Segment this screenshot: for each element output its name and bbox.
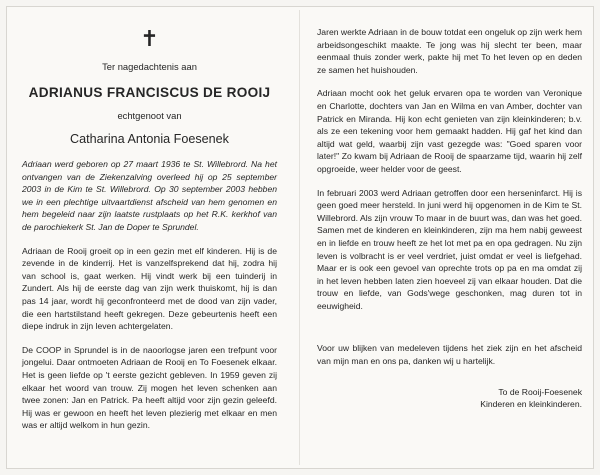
thanks-paragraph: Voor uw blijken van medeleven tijdens het ziek zijn en het afscheid van mijn man en ons pa, danken wij u hartelijk. — [317, 343, 582, 367]
signature-block — [317, 386, 582, 411]
biography-paragraph-4: Jaren werkte Adriaan in de bouw totdat een ongeluk op zijn werk hem arbeidsongeschikt maakte. Te jong was hij slecht ter been, maar eenmaal thuis zonder werk, pakte hij met To het leven op en deden ze samen het huishouden. — [317, 27, 582, 75]
deceased-name: ADRIANUS FRANCISCUS DE ROOIJ — [28, 85, 271, 100]
biography-paragraph-2: Adriaan de Rooij groeit op in een gezin met elf kinderen. Hij is de zevende in de kinderrij. Het is vanzelfsprekend dat hij, zodra hij van school is, gaat werken. Hij vindt werk bij een tuinderij in Zundert. Als hij de eerste dag van zijn werk thuiskomt, hij is dan pas 14 jaar, wordt hij geconfronteerd met de dood van zijn vader, die een hartstilstand heeft gekregen. Deze gebeurtenis heeft een diepe indruk in zijn leven achtergelaten. — [22, 245, 277, 332]
biography-paragraph-5: Adriaan mocht ook het geluk ervaren opa te worden van Veronique en Charlotte, dochters van Jan en Wilma en van Amber, dochter van Patrick en Miranda. Hij kon echt genieten van zijn kleinkinderen; b.v. als ze een tekening voor hem gemaakt hadden. Hij gaf het kind dan altijd wat geld, waarbij zijn vast gezegde was: "Goed sparen voor later!" Zo kwam bij Adriaan de Rooij de spaarzame tijd, waarin hij zelf opgroeide, weer helder voor de geest. — [317, 88, 582, 174]
left-panel — [22, 26, 277, 432]
biography-paragraph-3: De COOP in Sprundel is in de naoorlogse jaren een trefpunt voor jongelui. Daar ontmoeten Adriaan de Rooij en To Foesenek elkaar. Het is geen liefde op 't eerste gezicht gebleven. In 1959 geven zij elkaar het woord van trouw. Zij mogen het leven schenken aan twee zonen: Jan en Patrick. Pa heeft altijd voor zijn gezin geleefd. Hij was er gewoon en heeft het leven plezierig met elkaar en men was er altijd welkom in hun gezin. — [22, 344, 277, 431]
biography-paragraph-6: In februari 2003 werd Adriaan getroffen door een herseninfarct. Hij is geen goed meer hersteld. In juni werd hij opgenomen in de Kim te St. Willebrord. Als zijn vrouw To maar in de buurt was, dan was het goed. Samen met de kinderen en kleinkinderen, zijn ma hem nabij geweest en in liefde en trouw heeft ze het lot met pa en opa gedragen. Nu zijn leven is volbracht is er veel verdriet, juist omdat er veel is liefgehad. Maar er is ook een gevoel van oprechte trots op pa en ma omdat zij in het leven hebben laten zien hoeveel zij van elkaar houden. Dat die trouw en liefde, van Gods'wege geschonken, mag duren tot in eeuwigheid. — [317, 187, 582, 311]
biography-paragraph-1: Adriaan werd geboren op 27 maart 1936 te St. Willebrord. Na het ontvangen van de Ziekenzalving overleed hij op 25 september 2003 in de Kim te St. Willebrord. Op 30 september 2003 hebben we in een plechtige uitvaartdienst afscheid van hem genomen en hem begeleid naar zijn laatste rustplaats op het R.K. kerkhof van de parochiekerk St. Jan de Doper te Sprundel. — [22, 159, 277, 232]
right-panel — [317, 26, 582, 411]
signature-name: To de Rooij-Foesenek — [498, 386, 582, 397]
signature-family: Kinderen en kleinkinderen. — [480, 399, 582, 410]
cross-icon: ✝ — [140, 27, 159, 52]
card-fold-line — [299, 10, 300, 465]
spouse-label: echtgenoot van — [117, 110, 182, 121]
spouse-name: Catharina Antonia Foesenek — [70, 132, 229, 146]
in-memory-heading: Ter nagedachtenis aan — [102, 61, 197, 72]
